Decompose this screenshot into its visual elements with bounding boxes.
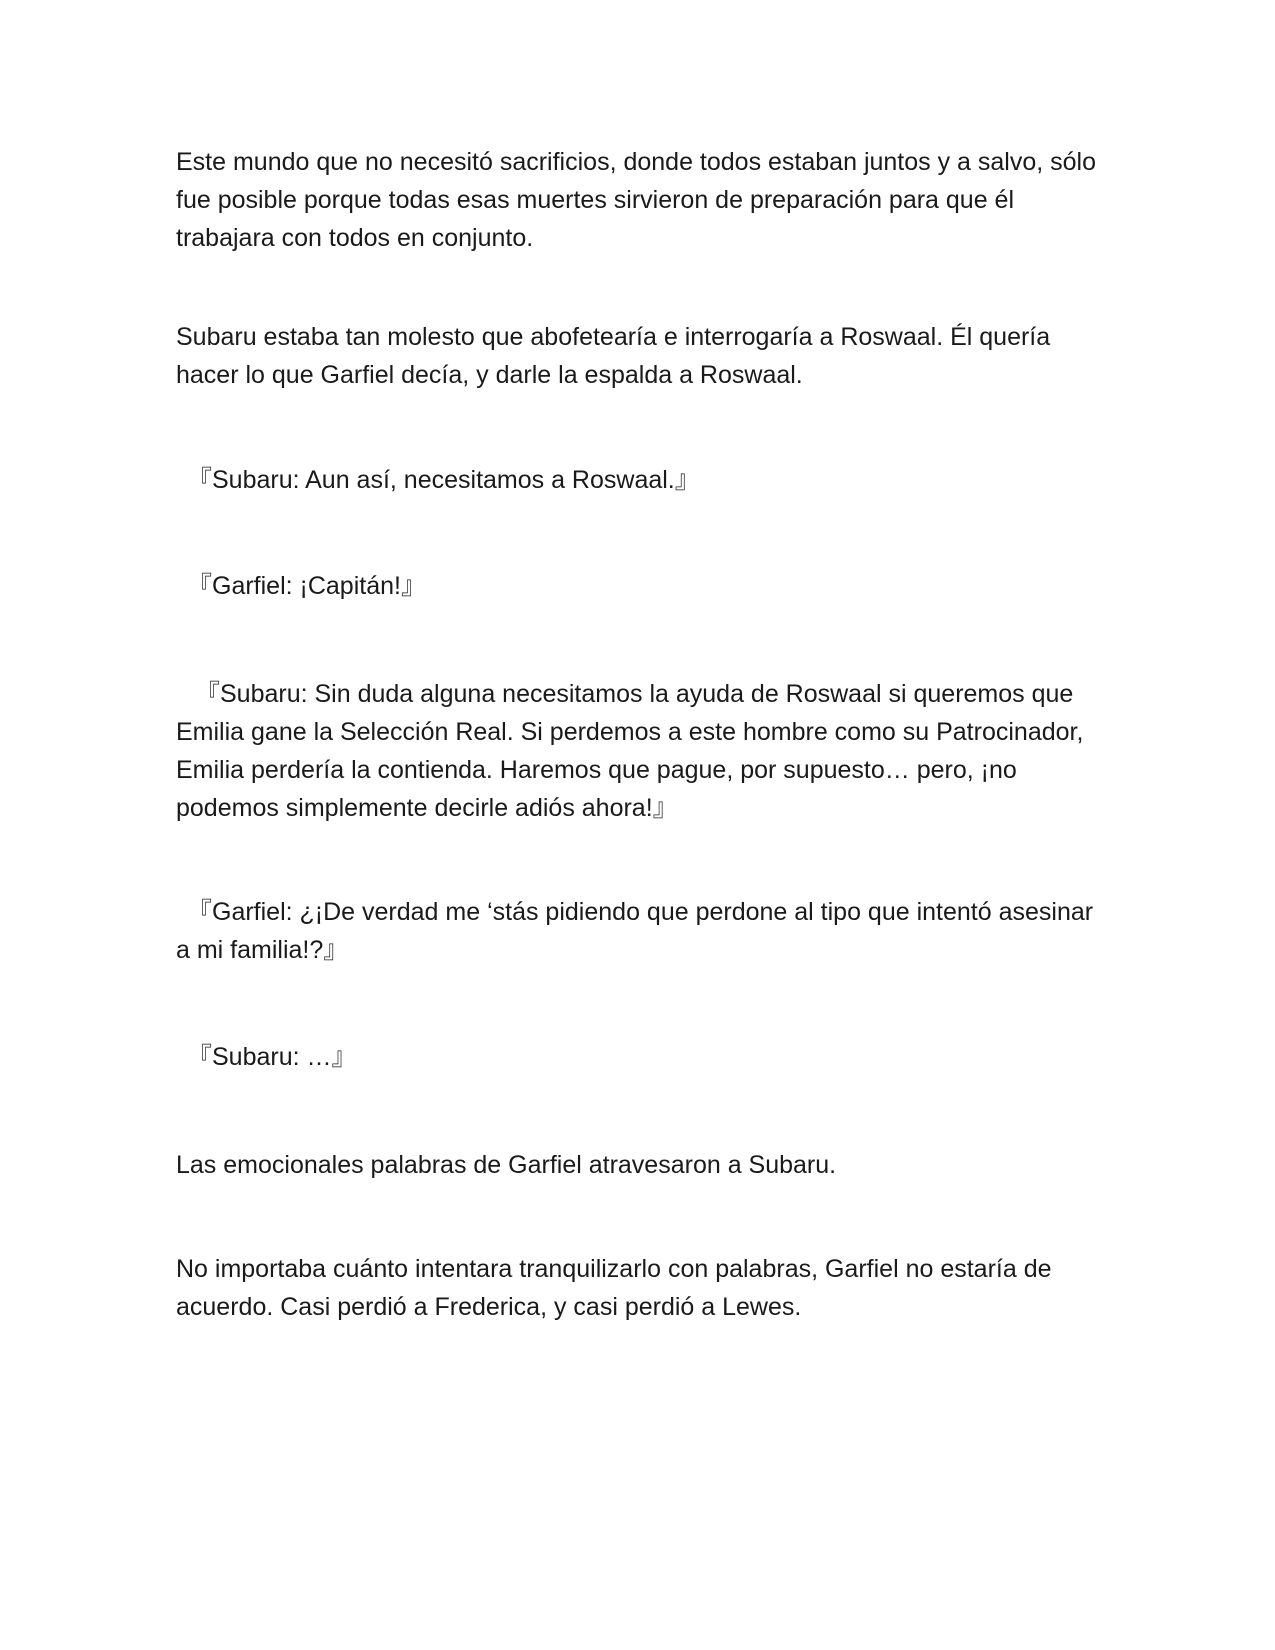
dialogue-subaru-2: 『Subaru: Sin duda alguna necesitamos la ayuda de Roswaal si queremos que Emilia gane la Selección Real. Si perdemos a este hombre como su Patrocinador, Emilia perdería la contienda. Haremos que pague, por supuesto… pero, ¡no podemos simplemente decirle adiós ahora!』 [176,680,1084,822]
dialogue-garfiel-1: 『Garfiel: ¡Capitán!』 [187,572,426,600]
paragraph-2: Subaru estaba tan molesto que abofetearía e interrogaría a Roswaal. Él quería hacer lo que Garfiel decía, y darle la espalda a Roswaal. [176,323,1051,389]
dialogue-subaru-1: 『Subaru: Aun así, necesitamos a Roswaal.』 [187,466,700,494]
paragraph-4: No importaba cuánto intentara tranquilizarlo con palabras, Garfiel no estaría de acuerdo. Casi perdió a Frederica, y casi perdió a Lewes. [176,1255,1052,1321]
paragraph-3: Las emocionales palabras de Garfiel atravesaron a Subaru. [176,1151,837,1179]
dialogue-garfiel-2: 『Garfiel: ¿¡De verdad me ‘stás pidiendo que perdone al tipo que intentó asesinar a mi familia!?』 [176,898,1094,964]
paragraph-1: Este mundo que no necesitó sacrificios, donde todos estaban juntos y a salvo, sólo fue posible porque todas esas muertes sirvieron de preparación para que él trabajara con todos en conjunto. [176,148,1097,252]
dialogue-subaru-3: 『Subaru: …』 [187,1043,357,1071]
